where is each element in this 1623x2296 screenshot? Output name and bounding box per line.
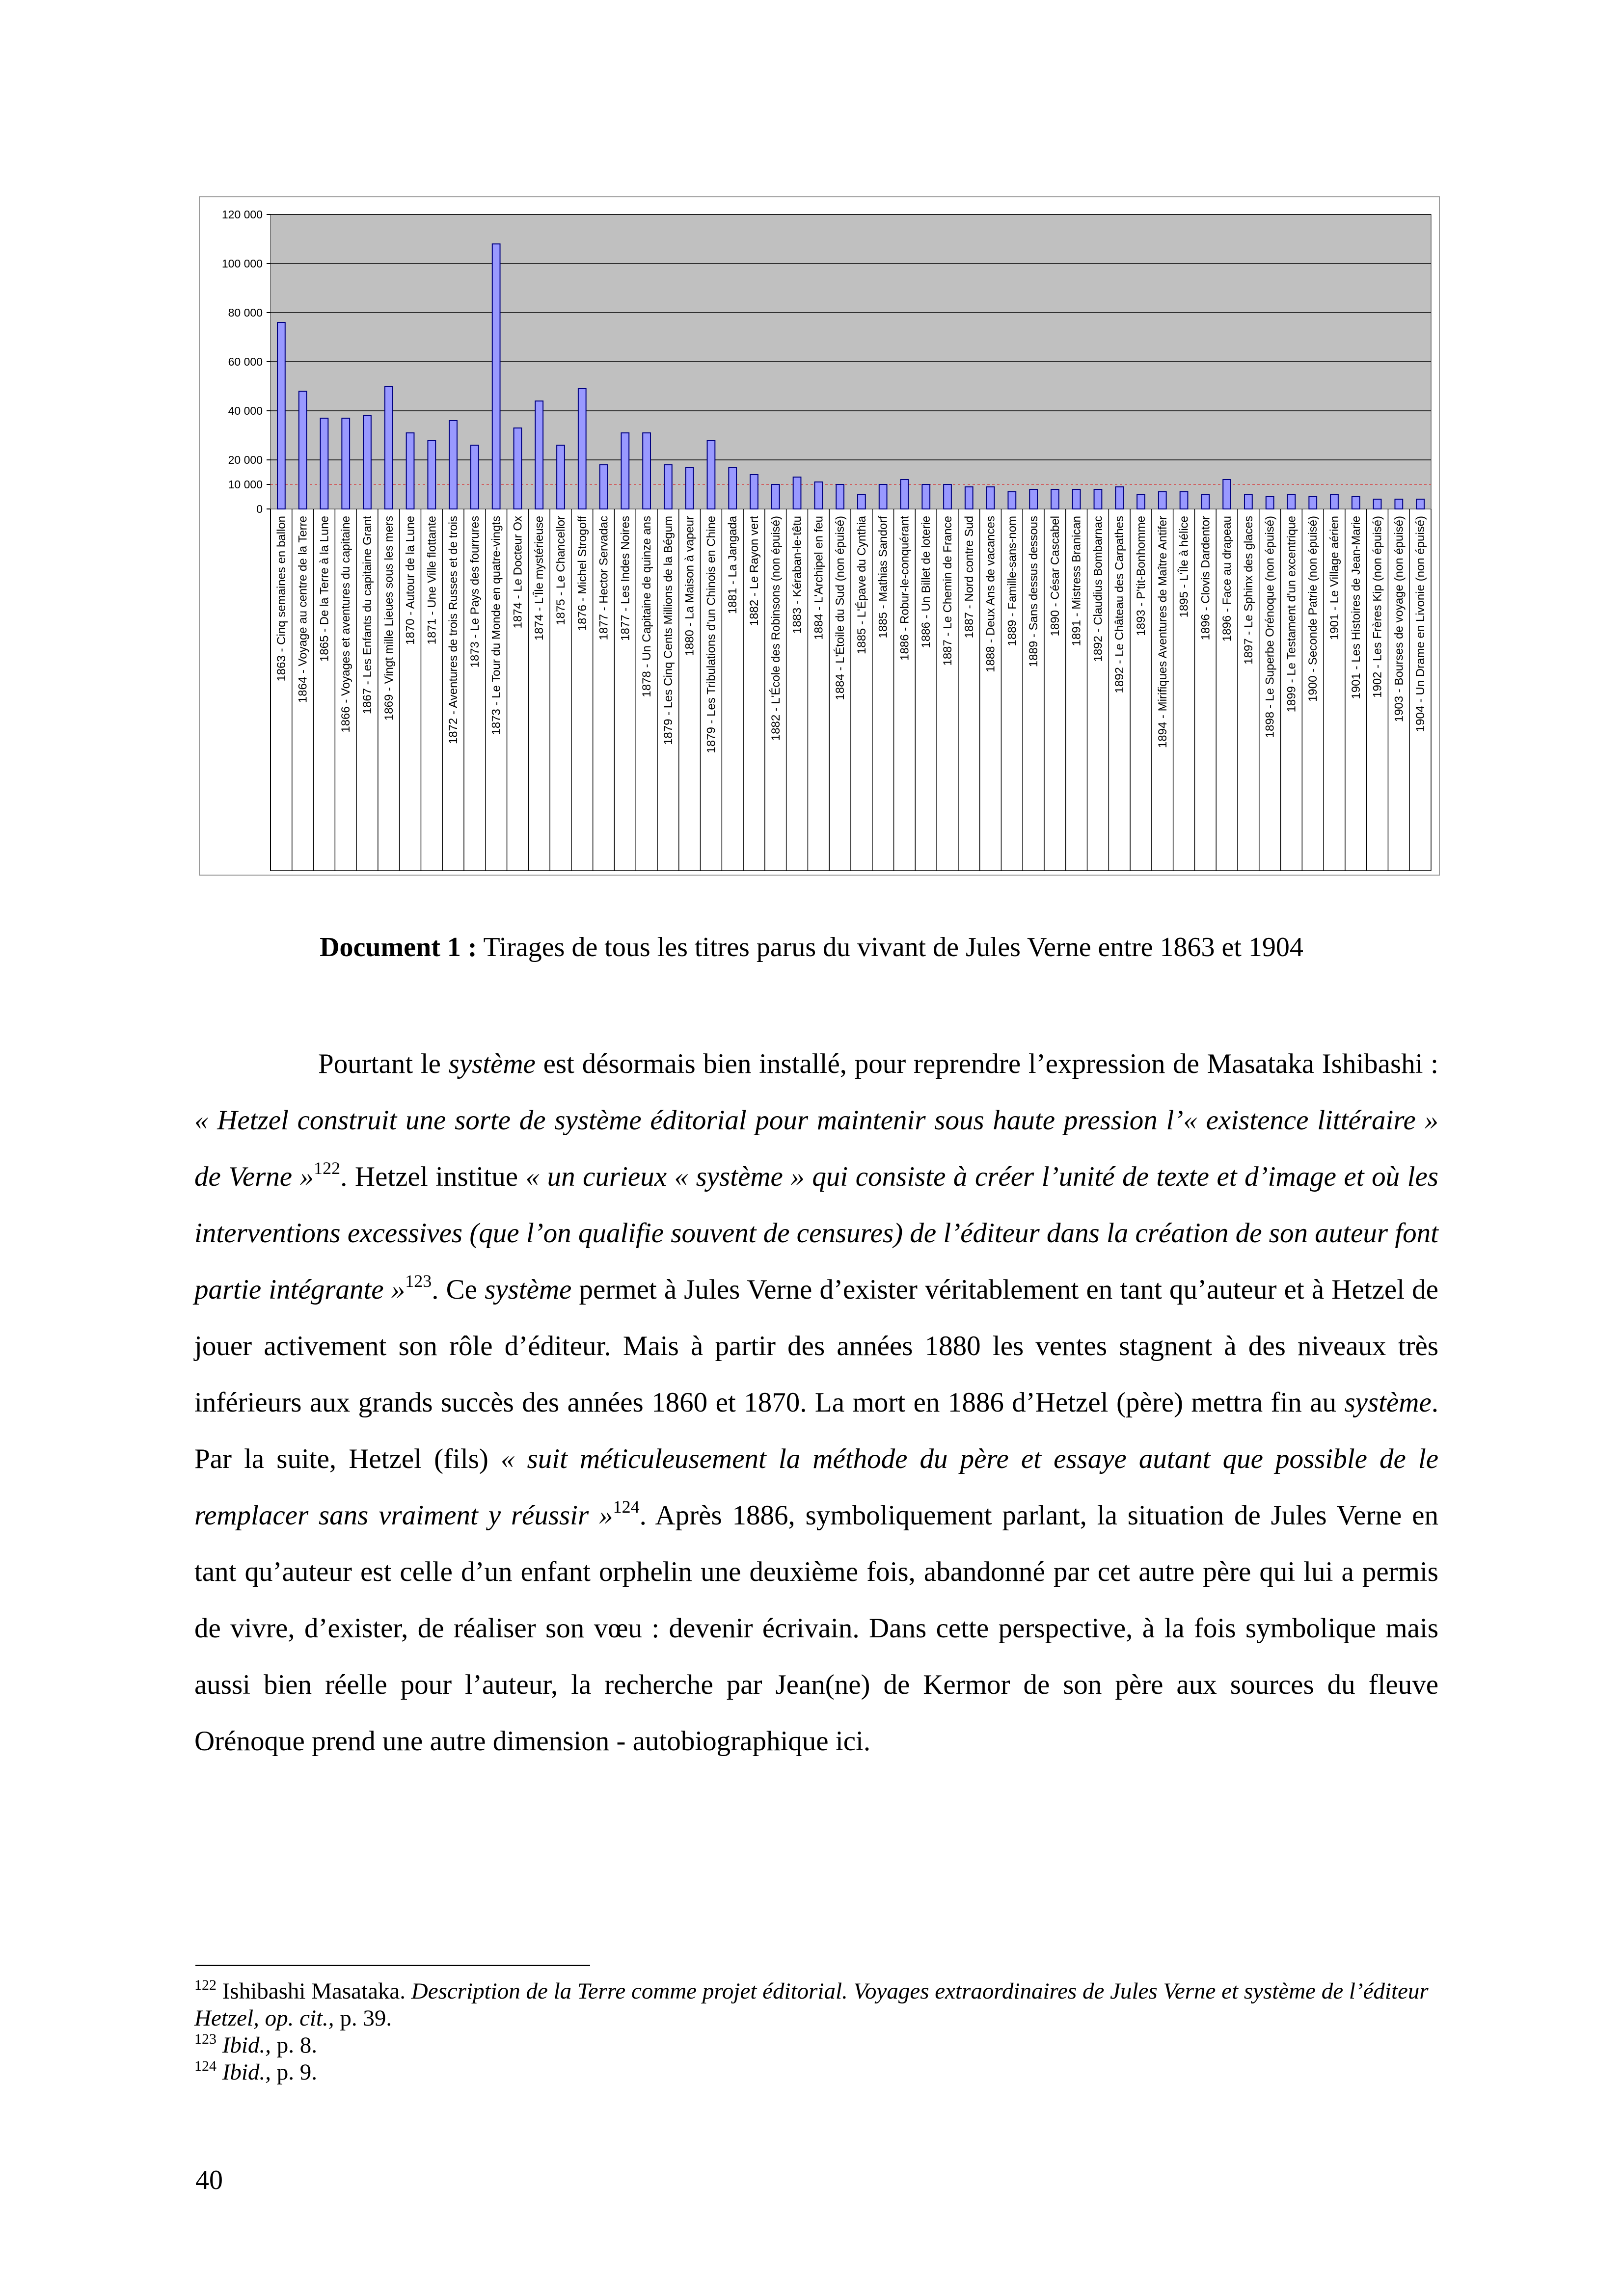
y-tick-label: 100 000	[221, 257, 263, 270]
bar	[578, 389, 586, 509]
footnote-ref-122[interactable]: 122	[314, 1158, 341, 1178]
bar	[321, 418, 328, 509]
bar	[879, 484, 887, 509]
bar	[492, 244, 500, 509]
footnote-separator	[195, 1965, 590, 1966]
footnote-ref-124[interactable]: 124	[613, 1497, 640, 1517]
category-label: 1864 - Voyage au centre de la Terre	[296, 516, 310, 703]
body-text	[194, 1036, 1438, 1769]
category-label: 1896 - Face au drapeau	[1220, 516, 1234, 642]
category-label: 1881 - La Jangada	[726, 516, 740, 614]
quotation: « suit méticuleusement la méthode du père et essaye autant que possible de le remplacer sans vraiment y réussir »	[194, 1443, 1438, 1531]
category-label: 1866 - Voyages et aventures du capitaine	[339, 516, 353, 733]
caption-label: Document 1 :	[320, 932, 477, 962]
category-label: 1883 - Kéraban-le-têtu	[790, 516, 804, 634]
text-run: Pourtant le	[318, 1048, 449, 1079]
y-tick-label: 60 000	[228, 355, 263, 368]
bar	[342, 418, 350, 509]
bar	[814, 482, 822, 509]
category-label: 1885 - Mathias Sandorf	[876, 516, 890, 639]
bar	[836, 484, 844, 509]
bar	[1416, 499, 1424, 509]
bar	[1330, 494, 1338, 509]
footnote-title: Ibid.,	[222, 2032, 271, 2058]
text-run: . Ce	[432, 1274, 485, 1305]
bar	[299, 391, 307, 509]
bar	[664, 465, 672, 509]
bar	[1266, 497, 1274, 509]
text-run: est désormais bien installé, pour reprendre l’expression de Masataka Ishibashi :	[535, 1048, 1438, 1079]
bar	[600, 465, 608, 509]
category-label: 1886 - Robur-le-conquérant	[898, 516, 912, 661]
category-label: 1867 - Les Enfants du capitaine Grant	[361, 516, 374, 715]
bar	[449, 421, 457, 509]
bar	[1159, 492, 1166, 509]
bar	[1288, 494, 1296, 509]
category-label: 1884 - L'Archipel en feu	[812, 516, 826, 640]
bar	[1094, 489, 1102, 509]
category-label: 1892 - Le Château des Carpathes	[1113, 516, 1127, 694]
bar	[1115, 487, 1123, 509]
bar	[1051, 489, 1059, 509]
category-label: 1874 - L'Île mystérieuse	[533, 516, 546, 641]
category-label: 1887 - Nord contre Sud	[962, 516, 976, 639]
caption-text: Tirages de tous les titres parus du vivant de Jules Verne entre 1863 et 1904	[483, 932, 1303, 962]
footnote-title: Ibid.,	[222, 2059, 271, 2085]
category-label: 1874 - Le Docteur Ox	[511, 516, 525, 629]
category-label: 1872 - Aventures de trois Russes et de trois	[447, 516, 460, 745]
footnote-title: Description de la Terre comme projet éditorial. Voyages extraordinaires de Jules Verne et système de l’éditeur Hetzel, op. cit.,	[194, 1978, 1429, 2031]
category-label: 1898 - Le Superbe Orénoque (non épuisé)	[1263, 516, 1277, 738]
footnote-123	[194, 2032, 1438, 2059]
bar	[750, 475, 758, 509]
bar	[793, 477, 801, 509]
bar	[944, 484, 951, 509]
text-run: . Après 1886, symboliquement parlant, la situation de Jules Verne en tant qu’auteur est celle d’un enfant orphelin une deuxième fois, abandonné par cet autre père qui lui a permis de vivre, d’exister, de réaliser son vœu : devenir écrivain. Dans cette perspective, à la fois symbolique mais aussi bien réelle pour l’auteur, la recherche par Jean(ne) de Kermor de son père aux sources du fleuve Orénoque prend une autre dimension - autobiographique ici.	[194, 1500, 1438, 1757]
category-label: 1875 - Le Chancellor	[554, 516, 568, 625]
category-label: 1896 - Clovis Dardentor	[1199, 516, 1213, 641]
category-label: 1895 - L'Île à hélice	[1177, 516, 1191, 618]
category-label: 1873 - Le Pays des fourrures	[468, 516, 482, 668]
quotation: « un curieux « système » qui consiste à créer l’unité de texte et d’image et où les interventions excessives (que l’on qualifie souvent de censures) de l’éditeur dans la création de son auteur font partie intégrante »	[194, 1161, 1438, 1305]
bar	[901, 480, 909, 509]
footnote-text: p. 39.	[334, 2005, 392, 2031]
bar	[1244, 494, 1252, 509]
category-label: 1879 - Les Tribulations d'un Chinois en Chine	[704, 516, 718, 753]
bar-chart	[200, 197, 1439, 875]
bar	[1029, 489, 1037, 509]
category-label: 1882 - Le Rayon vert	[748, 516, 761, 626]
italic-run: système	[448, 1048, 536, 1079]
footnotes	[194, 1978, 1438, 2086]
footnote-text	[216, 2059, 222, 2085]
bar	[643, 433, 650, 509]
italic-run: système	[485, 1274, 572, 1305]
bar	[858, 494, 866, 509]
footnote-number: 124	[194, 2058, 216, 2074]
category-label: 1899 - Le Testament d'un excentrique	[1285, 516, 1298, 713]
bar	[535, 401, 543, 509]
bar	[277, 322, 285, 509]
footnote-number: 123	[194, 2031, 216, 2047]
bar	[686, 467, 694, 509]
footnote-number: 122	[194, 1977, 216, 1993]
footnote-ref-123[interactable]: 123	[405, 1271, 432, 1291]
y-tick-label: 0	[256, 503, 263, 515]
category-label: 1886 - Un Billet de loterie	[920, 516, 933, 648]
category-label: 1873 - Le Tour du Monde en quatre-vingts	[489, 516, 503, 735]
bar	[1395, 499, 1403, 509]
category-label: 1897 - Le Sphinx des glaces	[1242, 516, 1255, 665]
bar	[1223, 480, 1231, 509]
bar	[1137, 494, 1145, 509]
y-tick-label: 40 000	[228, 404, 263, 417]
bar	[1008, 492, 1016, 509]
bar	[707, 440, 715, 509]
figure-caption	[0, 930, 1623, 964]
category-label: 1889 - Famille-sans-nom	[1005, 516, 1019, 646]
bar	[1201, 494, 1209, 509]
category-label: 1863 - Cinq semaines en ballon	[274, 516, 288, 682]
bar	[1180, 492, 1188, 509]
quotation: « Hetzel construit une sorte de système éditorial pour maintenir sous haute pression l’« existence littéraire » de Verne »	[194, 1105, 1438, 1192]
bar	[514, 428, 522, 509]
bar	[406, 433, 414, 509]
page-number: 40	[195, 2165, 223, 2195]
category-label: 1870 - Autour de la Lune	[404, 516, 417, 645]
bar	[965, 487, 973, 509]
category-label: 1880 - La Maison à vapeur	[683, 516, 697, 656]
category-label: 1889 - Sans dessus dessous	[1027, 516, 1041, 667]
category-label: 1903 - Bourses de voyage (non épuisé)	[1392, 516, 1406, 722]
category-label: 1888 - Deux Ans de vacances	[984, 516, 998, 672]
text-run: . Hetzel institue	[340, 1161, 526, 1192]
y-tick-label: 120 000	[221, 208, 263, 221]
category-label: 1900 - Seconde Patrie (non épuisé)	[1306, 516, 1320, 702]
category-label: 1882 - L'École des Robinsons (non épuisé)	[769, 516, 783, 741]
footnote-text: p. 9.	[270, 2059, 317, 2085]
category-label: 1890 - César Cascabel	[1048, 516, 1062, 637]
bar	[428, 440, 435, 509]
category-label: 1893 - P'tit-Bonhomme	[1135, 516, 1148, 636]
y-tick-label: 10 000	[228, 478, 263, 491]
bar	[1374, 499, 1381, 509]
bar	[557, 445, 565, 509]
category-label: 1887 - Le Chemin de France	[941, 516, 954, 666]
bar	[729, 467, 736, 509]
footnote-text: p. 8.	[270, 2032, 317, 2058]
bar	[1309, 497, 1317, 509]
category-label: 1902 - Les Frères Kip (non épuisé)	[1371, 516, 1384, 698]
bar	[987, 487, 995, 509]
bar	[1352, 497, 1360, 509]
category-label: 1877 - Les Indes Noires	[619, 516, 632, 641]
category-label: 1877 - Hector Servadac	[597, 516, 611, 641]
footnote-text: Ishibashi Masataka.	[216, 1978, 411, 2004]
bar	[772, 484, 780, 509]
category-label: 1876 - Michel Strogoff	[575, 516, 589, 631]
y-tick-label: 80 000	[228, 306, 263, 319]
chart-figure	[199, 196, 1440, 876]
footnote-122	[194, 1978, 1438, 2032]
category-label: 1901 - Les Histoires de Jean-Marie	[1349, 516, 1363, 699]
bar	[363, 416, 371, 509]
category-label: 1878 - Un Capitaine de quinze ans	[640, 516, 654, 697]
bar	[922, 484, 930, 509]
text-run: . Par la suite, Hetzel (fils)	[194, 1387, 1438, 1474]
footnote-124	[194, 2059, 1438, 2086]
footnote-text	[216, 2032, 222, 2058]
category-label: 1869 - Vingt mille Lieues sous les mers	[382, 516, 396, 721]
category-label: 1904 - Un Drame en Livonie (non épuisé)	[1414, 516, 1428, 732]
category-label: 1894 - Mirifiques Aventures de Maître Antifer	[1156, 516, 1169, 748]
category-label: 1879 - Les Cinq Cents Millions de la Bégum	[661, 516, 675, 745]
category-label: 1871 - Une Ville flottante	[425, 516, 439, 645]
bar	[385, 386, 393, 509]
y-tick-label: 20 000	[228, 454, 263, 466]
category-label: 1901 - Le Village aérien	[1328, 516, 1341, 641]
bar	[471, 445, 479, 509]
category-label: 1884 - L'Étoile du Sud (non épuisé)	[834, 516, 847, 700]
body-paragraph	[194, 1036, 1438, 1769]
italic-run: système	[1344, 1387, 1432, 1418]
bar	[621, 433, 629, 509]
text-run: permet à Jules Verne d’exister véritablement en tant qu’auteur et à Hetzel de jouer activement son rôle d’éditeur. Mais à partir des années 1880 les ventes stagnent à des niveaux très inférieurs aux grands succès des années 1860 et 1870. La mort en 1886 d’Hetzel (père) mettra fin au	[194, 1274, 1438, 1418]
category-label: 1865 - De la Terre à la Lune	[318, 516, 331, 662]
category-label: 1885 - L'Épave du Cynthia	[855, 516, 868, 655]
bar	[1073, 489, 1081, 509]
category-label: 1891 - Mistress Branican	[1070, 516, 1083, 646]
category-label: 1892 - Claudius Bombarnac	[1091, 516, 1105, 662]
